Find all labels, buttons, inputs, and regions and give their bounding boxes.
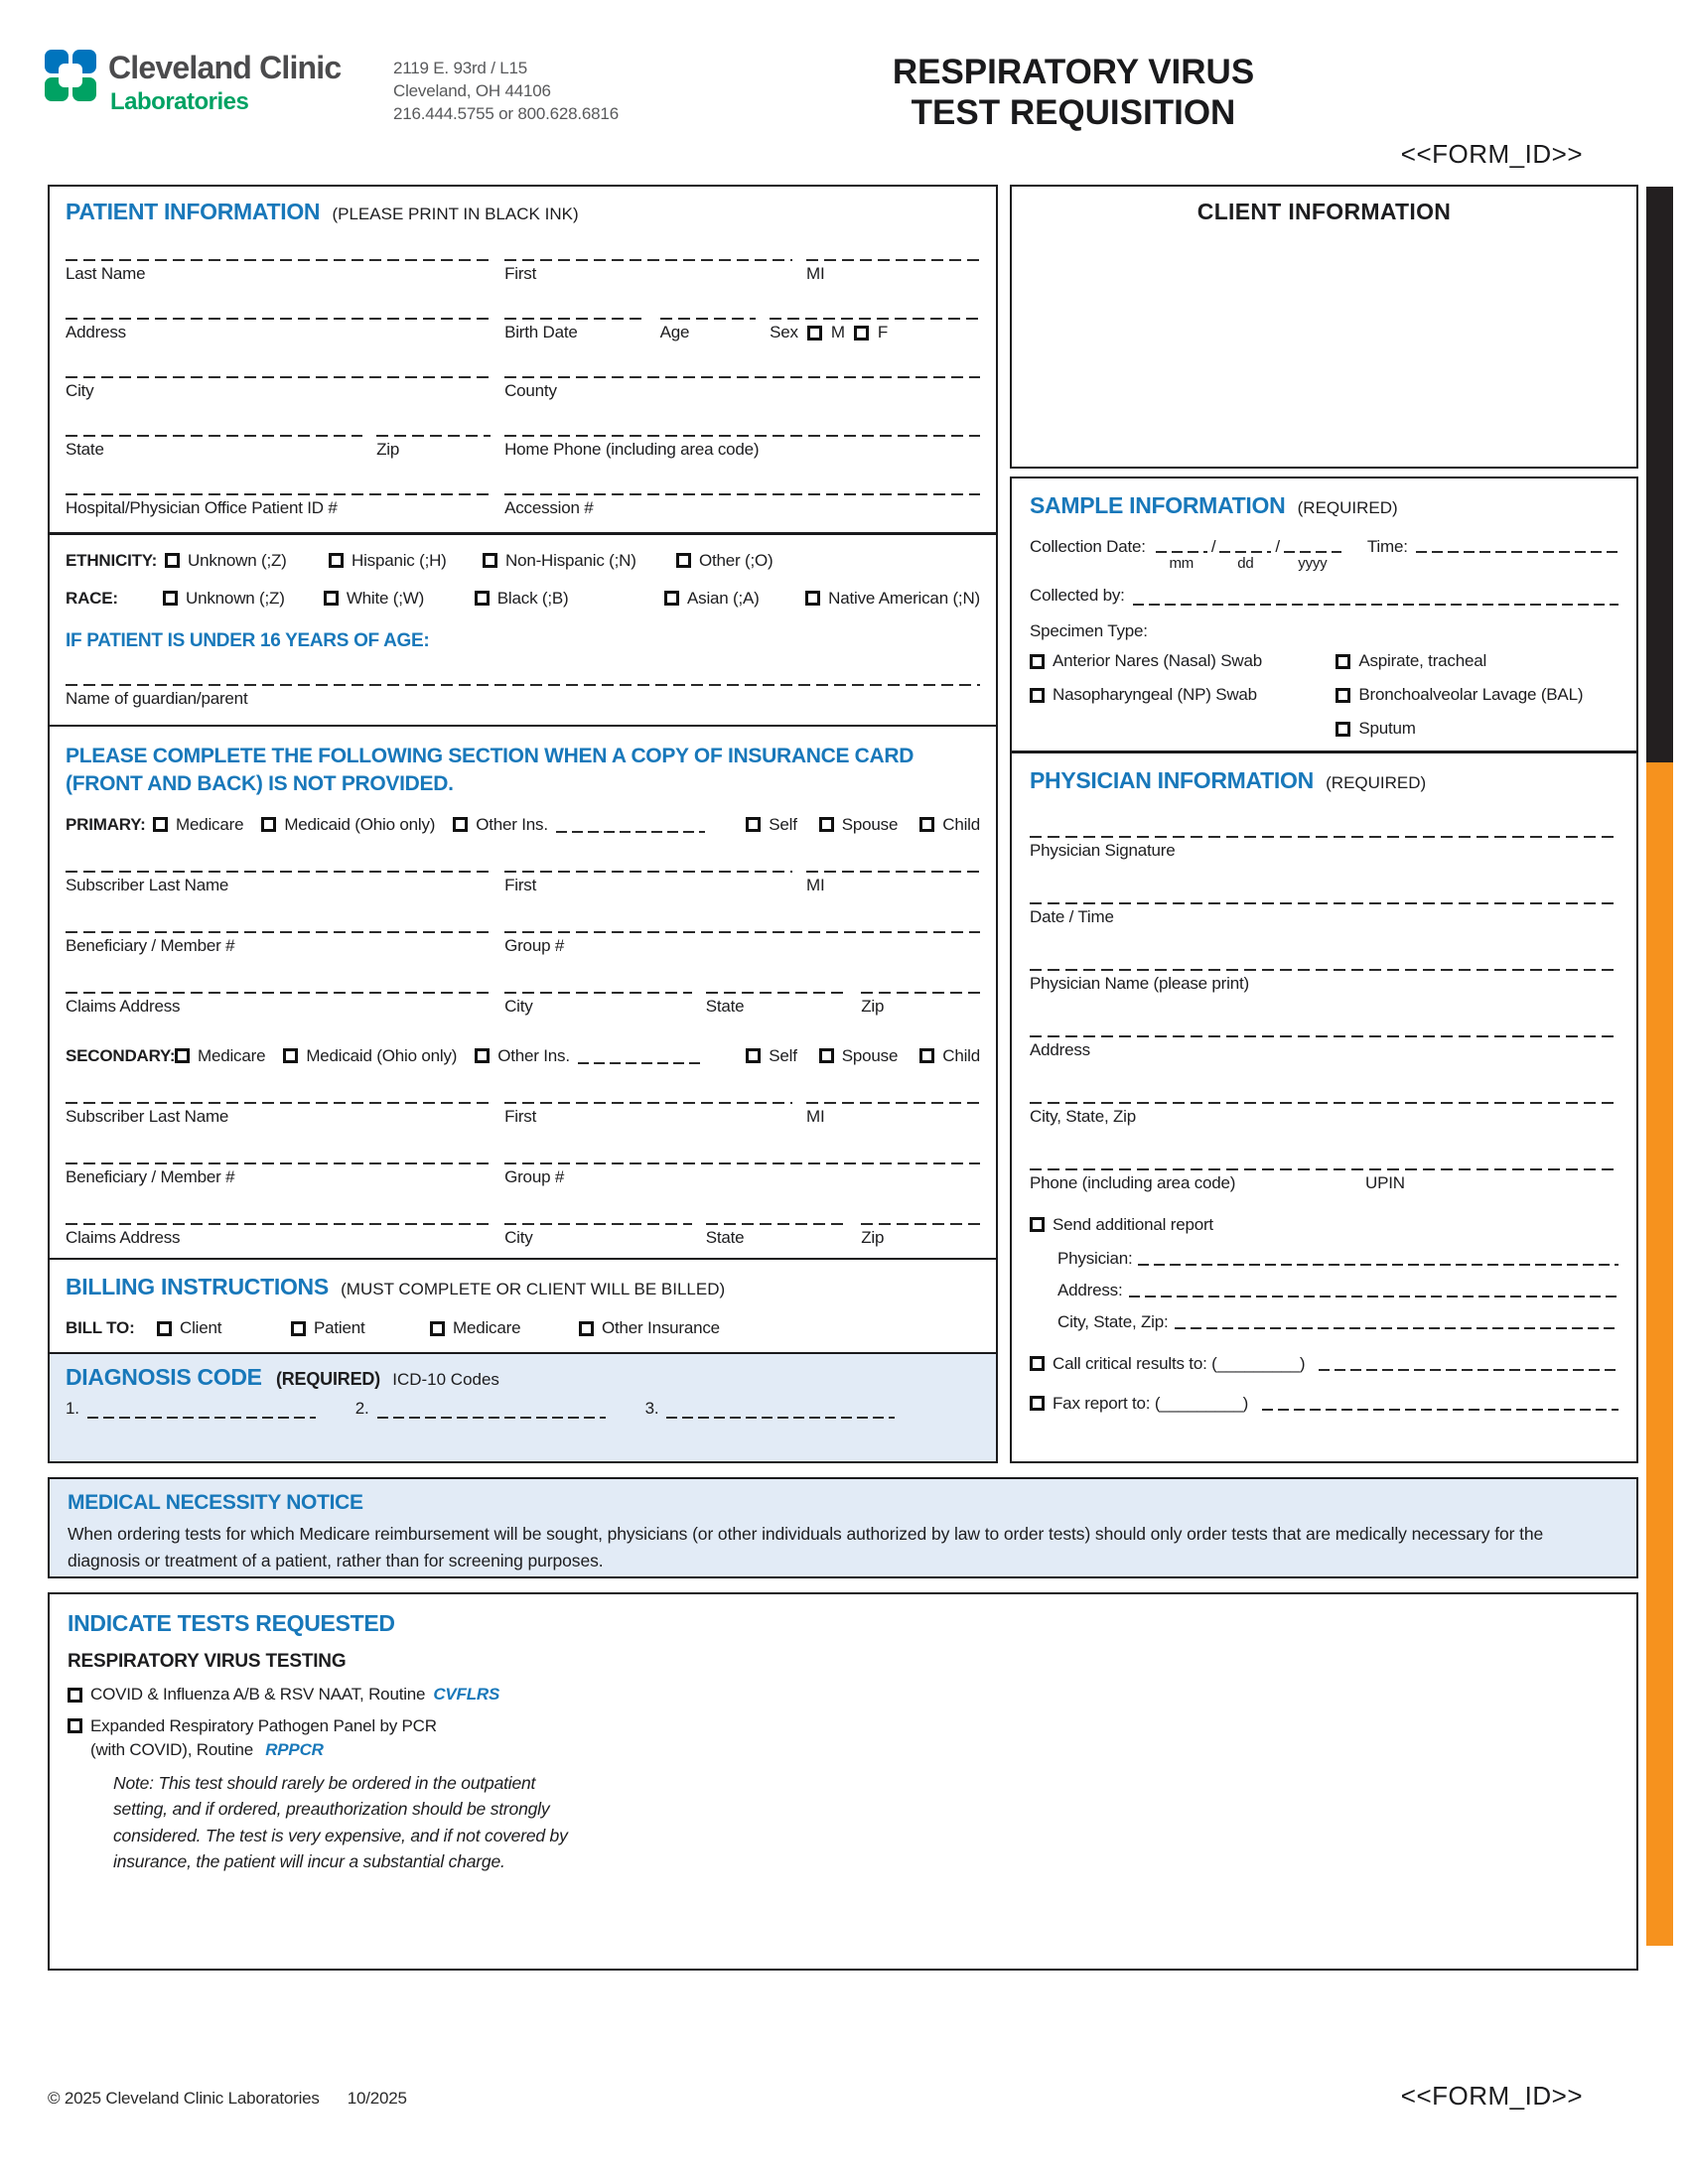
- additional-report-address-field[interactable]: Address:: [1057, 1281, 1618, 1300]
- specimen-bal-checkbox[interactable]: [1336, 688, 1350, 703]
- form-id-bottom: <<FORM_ID>>: [1400, 2081, 1583, 2111]
- age-field[interactable]: Age: [660, 318, 771, 342]
- primary-other-ins-checkbox[interactable]: [453, 817, 468, 832]
- secondary-label: SECONDARY:: [66, 1045, 176, 1065]
- ethnicity-option-hispanic: Hispanic (;H): [329, 551, 483, 571]
- secondary-claims-zip-field[interactable]: Zip: [861, 1223, 980, 1248]
- secondary-spouse-checkbox[interactable]: [819, 1048, 834, 1063]
- physician-address-field[interactable]: Address: [1030, 1035, 1618, 1060]
- bill-to-client-checkbox[interactable]: [157, 1321, 172, 1336]
- physician-phone-label: Phone (including area code): [1030, 1172, 1236, 1192]
- right-form-panel: [1010, 477, 1638, 1463]
- sex-field: Sex M F: [770, 318, 980, 342]
- secondary-self-checkbox[interactable]: [746, 1048, 761, 1063]
- send-additional-report-checkbox[interactable]: [1030, 1217, 1045, 1232]
- additional-report-city-state-zip-field[interactable]: City, State, Zip:: [1057, 1312, 1618, 1332]
- collection-date-dd-field[interactable]: dd: [1219, 537, 1271, 572]
- specimen-anterior-nares-option: Anterior Nares (Nasal) Swab: [1030, 651, 1336, 671]
- patient-information-note: (PLEASE PRINT IN BLACK INK): [332, 205, 579, 223]
- secondary-child-checkbox[interactable]: [919, 1048, 934, 1063]
- form-id-top: <<FORM_ID>>: [1400, 139, 1583, 169]
- primary-subscriber-first-field[interactable]: First: [504, 871, 806, 895]
- tests-requested-heading: INDICATE TESTS REQUESTED: [68, 1610, 395, 1636]
- primary-claims-address-field[interactable]: Claims Address: [66, 992, 504, 1017]
- insurance-section: [50, 727, 996, 1258]
- ethnicity-option-other: Other (;O): [676, 551, 774, 571]
- home-phone-field[interactable]: Home Phone (including area code): [504, 435, 980, 460]
- diagnosis-slot1-label: 1.: [66, 1399, 79, 1419]
- race-white-checkbox[interactable]: [324, 591, 339, 606]
- specimen-aspirate-checkbox[interactable]: [1336, 654, 1350, 669]
- cleveland-clinic-logo: [45, 50, 341, 116]
- race-option-asian: Asian (;A): [664, 589, 805, 609]
- primary-claims-state-field[interactable]: State: [706, 992, 862, 1017]
- billing-section: [50, 1260, 996, 1352]
- secondary-other-ins-field[interactable]: [578, 1048, 705, 1064]
- ethnicity-option-non-hispanic: Non-Hispanic (;N): [483, 551, 676, 571]
- test-expanded-panel-option: Expanded Respiratory Pathogen Panel by PCR (with COVID), Routine RPPCR: [68, 1716, 1618, 1760]
- bill-to-other-insurance-checkbox[interactable]: [579, 1321, 594, 1336]
- medical-necessity-notice: [48, 1477, 1638, 1578]
- specimen-type-label: Specimen Type:: [1030, 621, 1148, 640]
- footer: [48, 2089, 407, 2109]
- physician-signature-field[interactable]: Physician Signature: [1030, 836, 1618, 861]
- primary-medicaid-option: Medicaid (Ohio only): [261, 815, 435, 835]
- medical-necessity-body: When ordering tests for which Medicare reimbursement will be sought, physicians (or other individuals authorized by law to order tests) should only order tests that are medically necessary for the diagnosis or treatment of a patient, rather than for screening purposes.: [68, 1524, 1544, 1571]
- physician-required-note: (REQUIRED): [1326, 772, 1427, 792]
- physician-information-heading: PHYSICIAN INFORMATION: [1030, 766, 1314, 793]
- patient-information-section: [50, 187, 996, 532]
- ethnicity-other-checkbox[interactable]: [676, 553, 691, 568]
- primary-child-option: Child: [919, 815, 980, 835]
- birth-date-field[interactable]: Birth Date: [504, 318, 660, 342]
- bill-to-medicare-checkbox[interactable]: [430, 1321, 445, 1336]
- specimen-nasopharyngeal-checkbox[interactable]: [1030, 688, 1045, 703]
- secondary-group-number-field[interactable]: Group #: [504, 1162, 980, 1187]
- county-field[interactable]: County: [504, 376, 980, 401]
- cleveland-clinic-logo-icon: [45, 50, 96, 101]
- primary-other-ins-field[interactable]: [556, 817, 705, 833]
- specimen-bal-option: Bronchoalveolar Lavage (BAL): [1336, 685, 1618, 705]
- secondary-subscriber-last-name-field[interactable]: Subscriber Last Name: [66, 1102, 504, 1127]
- diagnosis-required-note: (REQUIRED): [275, 1369, 380, 1390]
- secondary-self-option: Self: [746, 1046, 797, 1066]
- ethnicity-option-unknown: Unknown (;Z): [165, 551, 329, 571]
- primary-child-checkbox[interactable]: [919, 817, 934, 832]
- race-option-native-american: Native American (;N): [805, 589, 980, 609]
- bill-to-patient-option: Patient: [291, 1318, 430, 1338]
- primary-self-checkbox[interactable]: [746, 817, 761, 832]
- fax-report-option: Fax report to: (_________): [1030, 1394, 1248, 1414]
- brand-name: Cleveland Clinic: [108, 50, 342, 85]
- edge-bar-black: [1646, 187, 1673, 762]
- tests-requested-section: [48, 1592, 1638, 1971]
- sample-information-section: SAMPLE INFORMATION (REQUIRED) Collection Date: mm / dd / yyyy Time: Collected by: Specimen Type: Anterior Nares (Nasal) Swab Nasopharyngeal (NP) Swab Aspirate, tracheal Bronchoalveolar Lavage (BAL) Sputum: [1012, 478, 1636, 751]
- physician-information-section: [1012, 753, 1636, 1462]
- physician-city-state-zip-field[interactable]: City, State, Zip: [1030, 1102, 1618, 1127]
- address-line3: 216.444.5755 or 800.628.6816: [393, 103, 619, 123]
- primary-subscriber-mi-field[interactable]: MI: [806, 871, 980, 895]
- primary-label: PRIMARY:: [66, 814, 146, 834]
- call-critical-results-checkbox[interactable]: [1030, 1356, 1045, 1371]
- lab-address: [393, 58, 619, 126]
- primary-other-ins-option: Other Ins.: [453, 815, 548, 835]
- medical-necessity-heading: MEDICAL NECESSITY NOTICE: [68, 1491, 363, 1514]
- zip-field[interactable]: Zip: [376, 435, 504, 460]
- bill-to-other-insurance-option: Other Insurance: [579, 1318, 720, 1338]
- physician-date-time-field[interactable]: Date / Time: [1030, 902, 1618, 927]
- test-covid-flu-rsv-code: CVFLRS: [433, 1685, 500, 1704]
- address-line2: Cleveland, OH 44106: [393, 80, 551, 100]
- sex-female-checkbox[interactable]: [854, 326, 869, 341]
- state-field[interactable]: State: [66, 435, 376, 460]
- primary-subscriber-last-name-field[interactable]: Subscriber Last Name: [66, 871, 504, 895]
- diagnosis-code-1-field[interactable]: [87, 1403, 316, 1419]
- city-field[interactable]: City: [66, 376, 504, 401]
- time-label: Time:: [1366, 537, 1408, 556]
- fax-report-field[interactable]: [1262, 1409, 1618, 1411]
- specimen-sputum-option: Sputum: [1336, 719, 1618, 739]
- primary-self-option: Self: [746, 815, 797, 835]
- secondary-other-ins-checkbox[interactable]: [475, 1048, 490, 1063]
- secondary-medicare-checkbox[interactable]: [175, 1048, 190, 1063]
- primary-group-number-field[interactable]: Group #: [504, 931, 980, 956]
- left-form-panel: [48, 185, 998, 1463]
- diagnosis-codes-label: ICD-10 Codes: [392, 1370, 499, 1390]
- respiratory-virus-testing-subheading: RESPIRATORY VIRUS TESTING: [68, 1651, 347, 1672]
- primary-spouse-checkbox[interactable]: [819, 817, 834, 832]
- edge-bar-orange: [1646, 762, 1673, 1946]
- call-critical-results-field[interactable]: [1319, 1369, 1618, 1371]
- page-title: RESPIRATORY VIRUS TEST REQUISITION: [892, 53, 1255, 133]
- ethnicity-non-hispanic-checkbox[interactable]: [483, 553, 497, 568]
- race-option-white: White (;W): [324, 589, 475, 609]
- specimen-anterior-nares-checkbox[interactable]: [1030, 654, 1045, 669]
- secondary-claims-city-field[interactable]: City: [504, 1223, 706, 1248]
- primary-member-number-field[interactable]: Beneficiary / Member #: [66, 931, 504, 956]
- diagnosis-heading: DIAGNOSIS CODE: [66, 1364, 262, 1391]
- billing-note: (MUST COMPLETE OR CLIENT WILL BE BILLED): [341, 1280, 726, 1299]
- secondary-medicaid-option: Medicaid (Ohio only): [283, 1046, 457, 1066]
- client-information-heading: CLIENT INFORMATION: [1196, 199, 1452, 224]
- race-black-checkbox[interactable]: [475, 591, 490, 606]
- race-unknown-checkbox[interactable]: [163, 591, 178, 606]
- mi-field[interactable]: MI: [806, 259, 980, 284]
- bill-to-patient-checkbox[interactable]: [291, 1321, 306, 1336]
- test-covid-flu-rsv-checkbox[interactable]: [68, 1688, 82, 1703]
- demographics-section: [50, 535, 996, 725]
- specimen-nasopharyngeal-option: Nasopharyngeal (NP) Swab: [1030, 685, 1336, 705]
- race-asian-checkbox[interactable]: [664, 591, 679, 606]
- bill-to-client-option: Client: [157, 1318, 291, 1338]
- under16-heading: IF PATIENT IS UNDER 16 YEARS OF AGE:: [66, 629, 430, 651]
- upin-label: UPIN: [1365, 1172, 1405, 1192]
- test-expanded-panel-code: RPPCR: [265, 1740, 324, 1759]
- secondary-child-option: Child: [919, 1046, 980, 1066]
- last-name-field[interactable]: Last Name: [66, 259, 504, 284]
- specimen-aspirate-option: Aspirate, tracheal: [1336, 651, 1618, 671]
- hospital-patient-id-field[interactable]: Hospital/Physician Office Patient ID #: [66, 493, 504, 518]
- address-field[interactable]: Address: [66, 318, 504, 342]
- secondary-member-number-field[interactable]: Beneficiary / Member #: [66, 1162, 504, 1187]
- race-option-unknown: Unknown (;Z): [163, 589, 324, 609]
- ethnicity-unknown-checkbox[interactable]: [165, 553, 180, 568]
- address-line1: 2119 E. 93rd / L15: [393, 59, 528, 77]
- footer-copyright: © 2025 Cleveland Clinic Laboratories: [48, 2089, 320, 2108]
- primary-claims-zip-field[interactable]: Zip: [861, 992, 980, 1017]
- race-label: RACE:: [66, 588, 118, 608]
- fax-report-checkbox[interactable]: [1030, 1396, 1045, 1411]
- primary-medicare-checkbox[interactable]: [153, 817, 168, 832]
- collected-by-label: Collected by:: [1030, 586, 1125, 605]
- diagnosis-section: [50, 1352, 996, 1461]
- client-information-box: [1010, 185, 1638, 469]
- secondary-medicaid-checkbox[interactable]: [283, 1048, 298, 1063]
- send-additional-report-option: Send additional report: [1030, 1215, 1618, 1235]
- primary-medicare-option: Medicare: [153, 815, 243, 835]
- collection-date-label: Collection Date:: [1030, 537, 1146, 556]
- sex-male-checkbox[interactable]: [807, 326, 822, 341]
- time-field[interactable]: [1416, 537, 1618, 553]
- sample-information-heading: SAMPLE INFORMATION: [1030, 492, 1286, 518]
- insurance-heading: PLEASE COMPLETE THE FOLLOWING SECTION WHEN A COPY OF INSURANCE CARD (FRONT AND BACK) IS NOT PROVIDED.: [66, 745, 914, 796]
- secondary-spouse-option: Spouse: [819, 1046, 898, 1066]
- test-note: Note: This test should rarely be ordered in the outpatient setting, and if ordered, preauthorization should be strongly considered. The test is very expensive, and if not covered by insurance, the patient will incur a substantial charge.: [113, 1773, 568, 1871]
- secondary-subscriber-mi-field[interactable]: MI: [806, 1102, 980, 1127]
- footer-revision: 10/2025: [347, 2089, 407, 2108]
- sample-required-note: (REQUIRED): [1297, 498, 1398, 517]
- ethnicity-label: ETHNICITY:: [66, 550, 158, 570]
- guardian-name-field[interactable]: Name of guardian/parent: [66, 684, 980, 709]
- test-covid-flu-rsv-option: COVID & Influenza A/B & RSV NAAT, Routine CVFLRS: [68, 1685, 1618, 1705]
- diagnosis-code-3-field[interactable]: [666, 1403, 895, 1419]
- secondary-subscriber-first-field[interactable]: First: [504, 1102, 806, 1127]
- collection-date-mm-field[interactable]: mm: [1156, 537, 1207, 572]
- race-native-american-checkbox[interactable]: [805, 591, 820, 606]
- billing-heading: BILLING INSTRUCTIONS: [66, 1274, 329, 1300]
- diagnosis-code-2-field[interactable]: [377, 1403, 606, 1419]
- secondary-medicare-option: Medicare: [175, 1046, 265, 1066]
- call-critical-results-option: Call critical results to: (_________): [1030, 1354, 1305, 1374]
- race-option-black: Black (;B): [475, 589, 664, 609]
- ethnicity-hispanic-checkbox[interactable]: [329, 553, 344, 568]
- test-expanded-panel-checkbox[interactable]: [68, 1718, 82, 1733]
- primary-claims-city-field[interactable]: City: [504, 992, 706, 1017]
- diagnosis-slot3-label: 3.: [644, 1399, 659, 1419]
- bill-to-medicare-option: Medicare: [430, 1318, 579, 1338]
- collected-by-field[interactable]: [1133, 590, 1618, 606]
- accession-field[interactable]: Accession #: [504, 493, 980, 518]
- primary-medicaid-checkbox[interactable]: [261, 817, 276, 832]
- patient-information-heading: PATIENT INFORMATION: [66, 199, 321, 224]
- secondary-other-ins-option: Other Ins.: [475, 1046, 570, 1066]
- physician-name-field[interactable]: Physician Name (please print): [1030, 969, 1618, 994]
- secondary-claims-address-field[interactable]: Claims Address: [66, 1223, 504, 1248]
- brand-sub: Laboratories: [110, 88, 249, 115]
- primary-spouse-option: Spouse: [819, 815, 898, 835]
- diagnosis-slot2-label: 2.: [354, 1399, 369, 1419]
- secondary-claims-state-field[interactable]: State: [706, 1223, 862, 1248]
- collection-date-yyyy-field[interactable]: yyyy: [1284, 537, 1341, 572]
- specimen-sputum-checkbox[interactable]: [1336, 722, 1350, 737]
- first-name-field[interactable]: First: [504, 259, 806, 284]
- additional-report-physician-field[interactable]: Physician:: [1057, 1249, 1618, 1269]
- bill-to-label: BILL TO:: [66, 1318, 135, 1338]
